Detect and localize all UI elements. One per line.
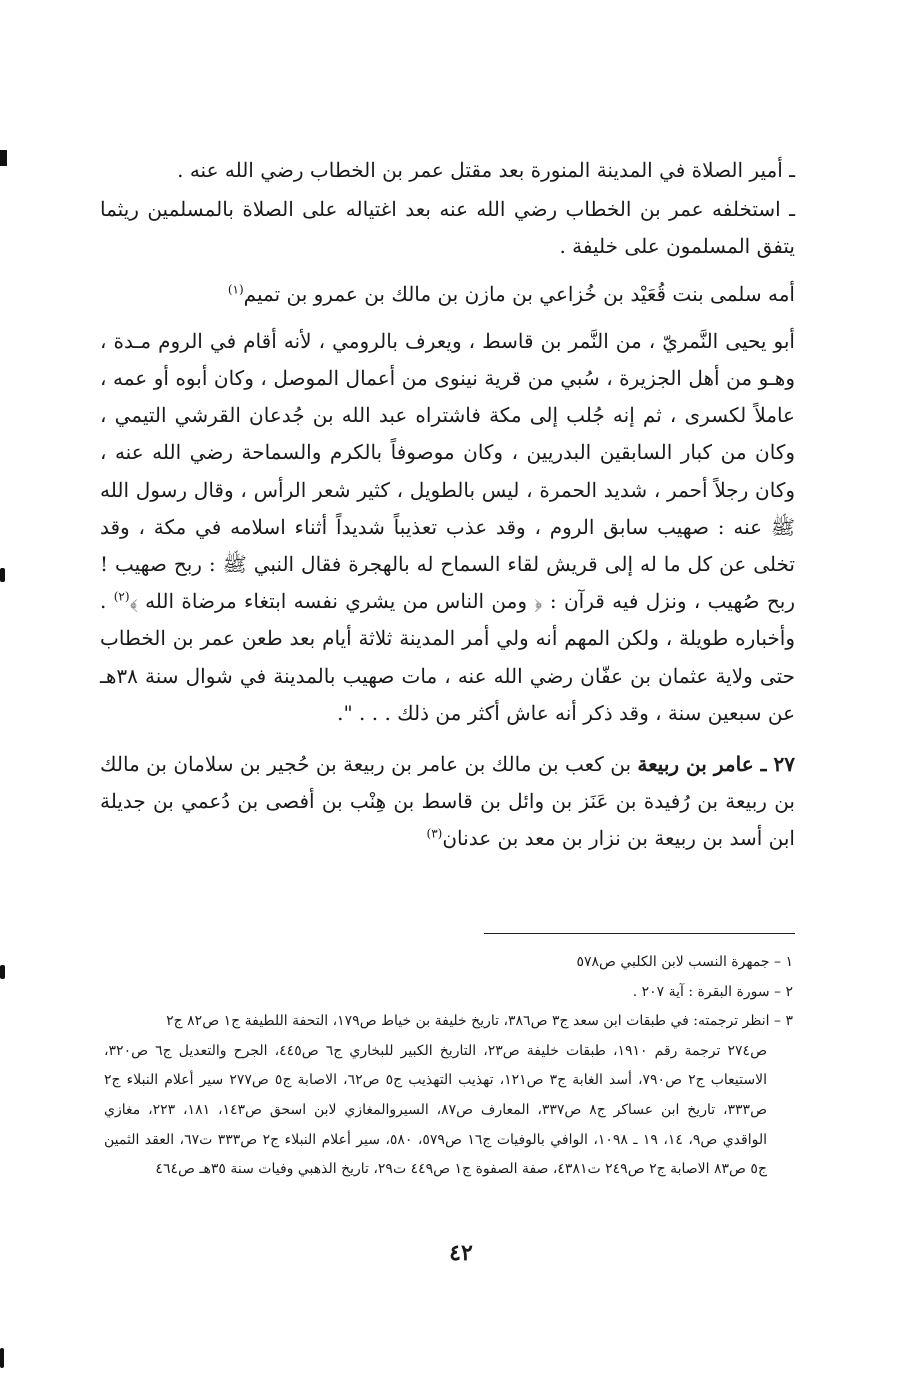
page-number: ٤٢ — [449, 1240, 473, 1266]
paragraph-mother — [100, 276, 795, 313]
scan-edge-mark-bottom — [0, 1348, 4, 1368]
footnote-ref-2: (٢) — [113, 589, 130, 604]
footnote-1: ١ – جمهرة النسب لابن الكلبي ص٥٧٨ — [576, 954, 793, 970]
footnotes — [104, 948, 797, 1185]
mother-text: أمه سلمى بنت قُعَيْد بن خُزاعي بن مازن بن مالك بن عمرو بن تميم — [243, 281, 795, 306]
footnote-ref-1: (١) — [227, 281, 244, 296]
entry-lineage: بن كعب بن مالك بن عامر بن ربيعة بن حُجير بن سلامان بن مالك بن ربيعة بن رُفيدة بن عَنَز بن وائل بن قاسط بن هِنْب بن أفصى بن دُعمي بن جديلة ابن أسد بن ربيعة بن نزار بن معد بن عدنان — [100, 752, 795, 851]
footnote-3-continued: ص٢٧٤ ترجمة رقم ١٩١٠، طبقات خليفة ص٢٣، التاريخ الكبير للبخاري ج٦ ص٤٤٥، الجرح والتعديل ج٦ ص٣٢٠، الاستيعاب ج٢ ص٧٩٠، أسد الغابة ج٣ ص١٢١، تهذيب التهذيب ج٥ ص٦٢، الاصابة ج٥ ص٢٧٧ سير أعلام النبلاء ج٢ ص٣٣٣، تاريخ ابن عساكر ج٨ ص٣٣٧، المعارف ص٨٧، السيروالمغازي لابن اسحق ص١٤٣، ١٨١، ٢٢٣، مغازي الواقدي ص٩، ١٤، ١٩ ـ ١٠٩٨، الوافي بالوفيات ج١٦ ص٥٧٩، ٥٨٠، سير أعلام النبلاء ج٢ ص٣٣٣ ت٦٧، العقد الثمين ج٥ ص٨٣ الاصابة ج٢ ص٢٤٩ ت٤٣٨١، صفة الصفوة ج١ ص٤٤٩ ت٢٩، تاريخ الذهبي وفيات سنة ٣٥هـ ص٤٦٤ — [104, 1042, 767, 1178]
scan-edge-mark-middle — [0, 568, 5, 582]
footnote-2: ٢ – سورة البقرة : آية ٢٠٧ . — [632, 983, 793, 1000]
paragraph-prayer-leader: ـ أمير الصلاة في المدينة المنورة بعد مقتل عمر بن الخطاب رضي الله عنه . — [177, 158, 795, 182]
main-text — [100, 152, 795, 858]
paragraph-appointed-by-umar: ـ استخلفه عمر بن الخطاب رضي الله عنه بعد اغتياله على الصلاة بالمسلمين ريثما يتفق المسلمون على خليفة . — [100, 197, 795, 259]
scan-edge-mark-lower — [0, 965, 5, 979]
suhayb-text-tail: . وأخباره طويلة ، ولكن المهم أنه ولي أمر المدينة ثلاثة أيام بعد طعن عمر بن الخطاب حتى ولاية عثمان بن عفّان رضي الله عنه ، مات صهيب بالمدينة في شوال سنة ٣٨هـ عن سبعين سنة ، وقد ذكر أنه عاش أكثر من ذلك . . . ". — [100, 589, 795, 725]
scan-edge-mark-top — [0, 150, 7, 166]
entry-heading: ٢٧ ـ عامر بن ربيعة — [637, 752, 795, 777]
footnote-3: ٣ – انظر ترجمته: في طبقات ابن سعد ج٣ ص٣٨٦، تاريخ خليفة بن خياط ص١٧٩، التحفة اللطيفة ج١ ص٨٢ ج٢ — [166, 1013, 793, 1030]
paragraph-suhayb-biography — [100, 323, 795, 732]
entry-amir-ibn-rabia — [100, 746, 795, 858]
suhayb-text: أبو يحيى النَّمريّ ، من النَّمر بن قاسط ، ويعرف بالرومي ، لأنه أقام في الروم مـدة ، وهـو من أهل الجزيرة ، سُبي من قرية نينوى من أعمال الموصل ، وكان أبوه أو عمه ، عاملاً لكسرى ، ثم إنه جُلب إلى مكة فاشتراه عبد الله بن جُدعان القرشي التيمي ، وكان من كبار السابقين البدريين ، وكان موصوفاً بالكرم والسماحة رضي الله عنه ، وكان رجلاً أحمر ، شديد الحمرة ، ليس بالطويل ، كثير شعر الرأس ، وقال رسول الله ﷺ عنه : صهيب سابق الروم ، وقد عذب تعذيباً شديداً أثناء اسلامه في مكة ، وقد تخلى عن كل ما له إلى قريش لقاء السماح له بالهجرة فقال النبي ﷺ : ربح صهيب ! ربح صُهيب ، ونزل فيه قرآن : ﴿ ومن الناس من يشري نفسه ابتغاء مرضاة الله ﴾ — [100, 328, 795, 614]
footnote-divider — [484, 933, 795, 934]
footnote-ref-3: (٣) — [426, 826, 443, 841]
